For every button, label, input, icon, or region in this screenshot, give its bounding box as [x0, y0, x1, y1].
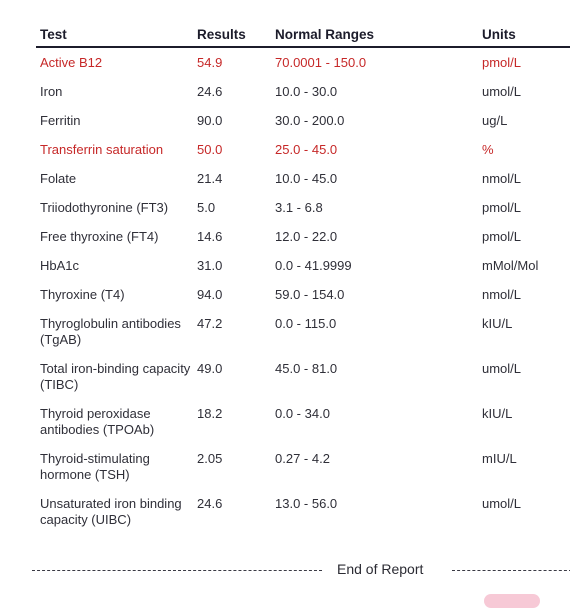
- table-row: [36, 444, 570, 489]
- decorative-pink-shape: [484, 594, 540, 608]
- unit-cell: pmol/L: [482, 200, 522, 215]
- normal-range-cell: 3.1 - 6.8: [275, 200, 323, 215]
- unit-cell: nmol/L: [482, 287, 522, 302]
- unit-cell: pmol/L: [482, 55, 522, 70]
- test-name-cell: Thyroid-stimulating hormone (TSH): [40, 451, 150, 482]
- result-value-cell: 31.0: [197, 258, 223, 273]
- table-row: [36, 280, 570, 309]
- table-row: [36, 77, 570, 106]
- normal-range-cell: 45.0 - 81.0: [275, 361, 338, 376]
- normal-range-cell: 25.0 - 45.0: [275, 142, 338, 157]
- normal-range-cell: 10.0 - 30.0: [275, 84, 338, 99]
- header-units: Units: [478, 24, 570, 47]
- test-name-cell: Total iron-binding capacity (TIBC): [40, 361, 191, 392]
- unit-cell: %: [482, 142, 494, 157]
- table-row: [36, 193, 570, 222]
- normal-range-cell: 59.0 - 154.0: [275, 287, 345, 302]
- test-name-cell: Active B12: [40, 55, 103, 70]
- unit-cell: umol/L: [482, 496, 522, 511]
- normal-range-cell: 13.0 - 56.0: [275, 496, 338, 511]
- table-row: [36, 251, 570, 280]
- table-row: [36, 309, 570, 354]
- results-table: [36, 24, 570, 534]
- unit-cell: mMol/Mol: [482, 258, 539, 273]
- normal-range-cell: 70.0001 - 150.0: [275, 55, 367, 70]
- table-row: [36, 106, 570, 135]
- table-body: [36, 47, 570, 534]
- table-row: [36, 489, 570, 534]
- unit-cell: umol/L: [482, 84, 522, 99]
- result-value-cell: 47.2: [197, 316, 223, 331]
- header-results: Results: [193, 24, 271, 47]
- result-value-cell: 2.05: [197, 451, 223, 466]
- normal-range-cell: 30.0 - 200.0: [275, 113, 345, 128]
- end-of-report-label: End of Report: [337, 561, 424, 577]
- normal-range-cell: 0.27 - 4.2: [275, 451, 330, 466]
- unit-cell: ug/L: [482, 113, 508, 128]
- test-name-cell: Triiodothyronine (FT3): [40, 200, 169, 215]
- unit-cell: mIU/L: [482, 451, 517, 466]
- test-name-cell: HbA1c: [40, 258, 80, 273]
- report-footer: [32, 561, 570, 579]
- result-value-cell: 14.6: [197, 229, 223, 244]
- result-value-cell: 18.2: [197, 406, 223, 421]
- header-normal-ranges: Normal Ranges: [271, 24, 478, 47]
- unit-cell: umol/L: [482, 361, 522, 376]
- test-name-cell: Transferrin saturation: [40, 142, 164, 157]
- result-value-cell: 5.0: [197, 200, 216, 215]
- table-row: [36, 164, 570, 193]
- table-row: [36, 135, 570, 164]
- result-value-cell: 94.0: [197, 287, 223, 302]
- table-row: [36, 222, 570, 251]
- test-name-cell: Iron: [40, 84, 63, 99]
- result-value-cell: 24.6: [197, 84, 223, 99]
- table-row: [36, 399, 570, 444]
- dashed-divider-right: [452, 570, 570, 571]
- table-row: [36, 354, 570, 399]
- table-header: [36, 24, 570, 47]
- unit-cell: kIU/L: [482, 406, 513, 421]
- test-name-cell: Ferritin: [40, 113, 81, 128]
- result-value-cell: 24.6: [197, 496, 223, 511]
- normal-range-cell: 12.0 - 22.0: [275, 229, 338, 244]
- result-value-cell: 54.9: [197, 55, 223, 70]
- table-row: [36, 47, 570, 77]
- normal-range-cell: 0.0 - 34.0: [275, 406, 330, 421]
- unit-cell: nmol/L: [482, 171, 522, 186]
- lab-report: [36, 24, 570, 534]
- unit-cell: kIU/L: [482, 316, 513, 331]
- test-name-cell: Thyroxine (T4): [40, 287, 125, 302]
- dashed-divider-left: [32, 570, 322, 571]
- test-name-cell: Free thyroxine (FT4): [40, 229, 159, 244]
- unit-cell: pmol/L: [482, 229, 522, 244]
- test-name-cell: Thyroglobulin antibodies (TgAB): [40, 316, 181, 347]
- result-value-cell: 90.0: [197, 113, 223, 128]
- test-name-cell: Folate: [40, 171, 77, 186]
- header-test: Test: [36, 24, 193, 47]
- normal-range-cell: 0.0 - 115.0: [275, 316, 337, 331]
- test-name-cell: Thyroid peroxidase antibodies (TPOAb): [40, 406, 155, 437]
- normal-range-cell: 0.0 - 41.9999: [275, 258, 352, 273]
- result-value-cell: 21.4: [197, 171, 223, 186]
- result-value-cell: 49.0: [197, 361, 223, 376]
- normal-range-cell: 10.0 - 45.0: [275, 171, 338, 186]
- test-name-cell: Unsaturated iron binding capacity (UIBC): [40, 496, 182, 527]
- result-value-cell: 50.0: [197, 142, 223, 157]
